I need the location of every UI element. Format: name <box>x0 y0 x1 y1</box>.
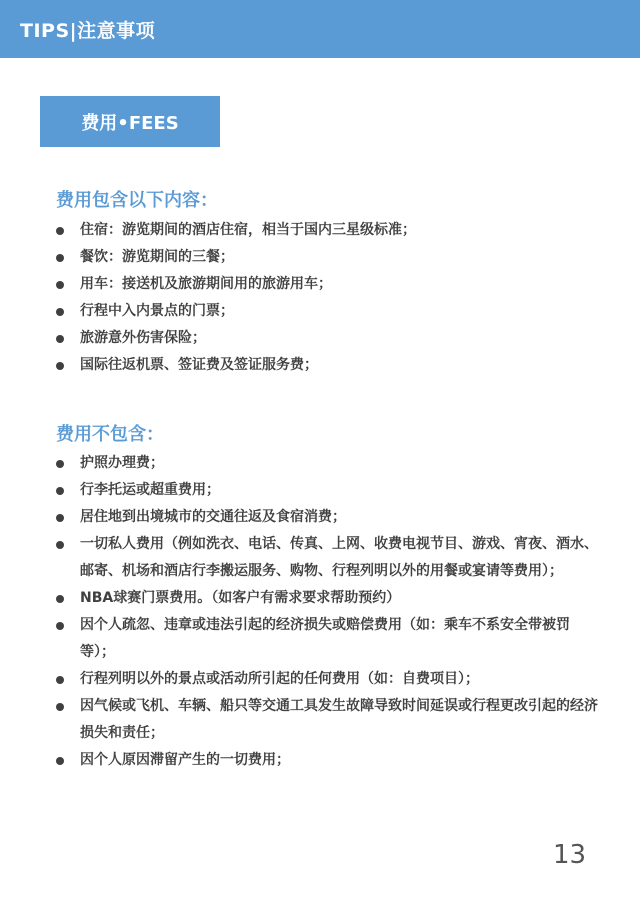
list-item: 因个人原因滞留产生的一切费用； <box>56 747 601 774</box>
included-heading: 费用包含以下内容： <box>56 190 218 211</box>
list-item: 一切私人费用（例如洗衣、电话、传真、上网、收费电视节目、游戏、宵夜、酒水、邮寄、机场和酒店行李搬运服务、购物、行程列明以外的用餐或宴请等费用）； <box>56 531 601 585</box>
excluded-list <box>56 450 601 774</box>
bullet-icon <box>56 308 64 316</box>
bullet-icon <box>56 514 64 522</box>
list-item: 住宿：游览期间的酒店住宿，相当于国内三星级标准； <box>56 217 601 244</box>
list-item: 因个人疏忽、违章或违法引起的经济损失或赔偿费用（如：乘车不系安全带被罚等）； <box>56 612 601 666</box>
bullet-icon <box>56 487 64 495</box>
bullet-icon <box>56 703 64 711</box>
list-item: NBA球赛门票费用。（如客户有需求要求帮助预约） <box>56 585 601 612</box>
list-item: 旅游意外伤害保险； <box>56 325 601 352</box>
list-item: 用车：接送机及旅游期间用的旅游用车； <box>56 271 601 298</box>
bullet-icon <box>56 335 64 343</box>
list-item: 护照办理费； <box>56 450 601 477</box>
bullet-icon <box>56 227 64 235</box>
bullet-icon <box>56 362 64 370</box>
list-item: 因气候或飞机、车辆、船只等交通工具发生故障导致时间延误或行程更改引起的经济损失和责任； <box>56 693 601 747</box>
bullet-icon <box>56 676 64 684</box>
list-item: 行李托运或超重费用； <box>56 477 601 504</box>
page-header-title: TIPS|注意事项 <box>20 20 156 42</box>
list-item: 居住地到出境城市的交通往返及食宿消费； <box>56 504 601 531</box>
bullet-icon <box>56 281 64 289</box>
bullet-icon <box>56 254 64 262</box>
bullet-icon <box>56 595 64 603</box>
bullet-icon <box>56 757 64 765</box>
header-bar <box>0 0 640 58</box>
list-item: 国际往返机票、签证费及签证服务费； <box>56 352 601 379</box>
bullet-icon <box>56 460 64 468</box>
list-item: 行程中入内景点的门票； <box>56 298 601 325</box>
list-item: 餐饮：游览期间的三餐； <box>56 244 601 271</box>
page-number: 13 <box>553 840 587 870</box>
list-item: 行程列明以外的景点或活动所引起的任何费用（如：自费项目）； <box>56 666 601 693</box>
included-list <box>56 217 601 379</box>
bullet-icon <box>56 622 64 630</box>
section-tag-fees: 费用•FEES <box>40 96 220 147</box>
excluded-heading: 费用不包含： <box>56 424 164 445</box>
bullet-icon <box>56 541 64 549</box>
